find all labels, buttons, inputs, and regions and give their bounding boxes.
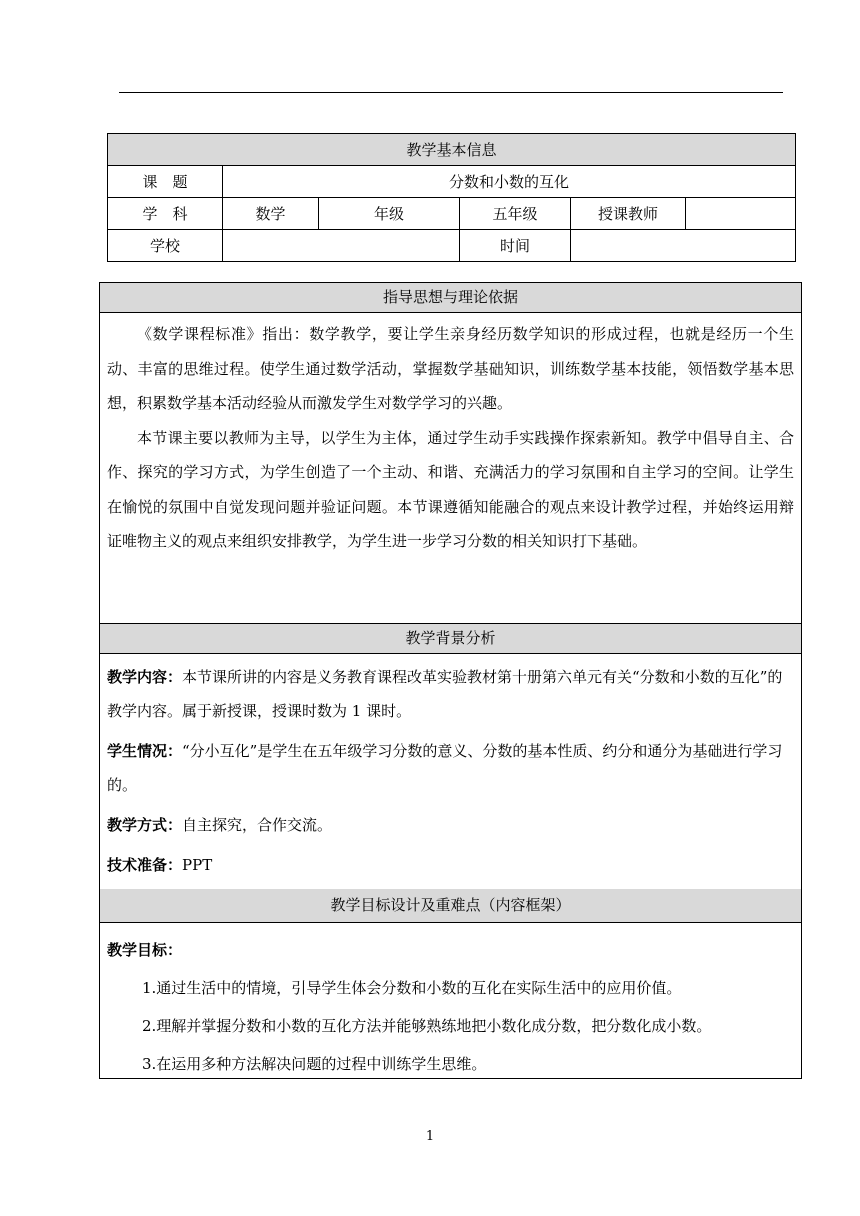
grade-value: 五年级 [460,198,571,230]
students-label: 学生情况： [107,742,183,760]
background-title: 教学背景分析 [100,624,801,654]
objective-2: 2.理解并掌握分数和小数的互化方法并能够熟练地把小数化成分数，把分数化成小数。 [142,1017,712,1035]
school-value [223,230,460,262]
time-label: 时间 [460,230,571,262]
objective-1: 1.通过生活中的情境，引导学生体会分数和小数的互化在实际生活中的应用价值。 [142,979,682,997]
method-label: 教学方式： [107,816,183,834]
content-label: 教学内容： [107,668,183,686]
guidance-paragraph-1: 《数学课程标准》指出：数学教学，要让学生亲身经历数学知识的形成过程，也就是经历一个生动、丰富的思维过程。使学生通过数学活动，掌握数学基础知识，训练数学基本技能，领悟数学基本思想，积累数学基本活动经验从而激发学生对数学学习的兴趣。 [107,325,794,412]
guidance-title: 指导思想与理论依据 [100,283,801,313]
guidance-paragraph-2: 本节课主要以教师为主导，以学生为主体，通过学生动手实践操作探索新知。教学中倡导自主、合作、探究的学习方式，为学生创造了一个主动、和谐、充满活力的学习氛围和自主学习的空间。让学生在愉悦的氛围中自觉发现问题并验证问题。本节课遵循知能融合的观点来设计教学过程，并始终运用辩证唯物主义的观点来组织安排教学，为学生进一步学习分数的相关知识打下基础。 [107,428,794,550]
objective-3: 3.在运用多种方法解决问题的过程中训练学生思维。 [142,1055,487,1073]
subject-value: 数学 [223,198,319,230]
guidance-section [99,282,802,624]
objectives-title: 教学目标设计及重难点（内容框架） [100,889,801,923]
content-text: 本节课所讲的内容是义务教育课程改革实验教材第十册第六单元有关“分数和小数的互化”的教学内容。属于新授课，授课时数为 1 课时。 [107,668,783,720]
teacher-label: 授课教师 [571,198,686,230]
teacher-value [686,198,796,230]
background-item-tech [107,848,794,882]
background-item-method [107,808,794,842]
school-label: 学校 [108,230,223,262]
background-section [99,624,802,891]
objectives-section [99,889,802,1079]
tech-text: PPT [182,856,213,874]
background-item-content [107,660,794,728]
topic-label: 课 题 [108,166,223,198]
time-value [571,230,796,262]
header-rule [119,92,783,93]
grade-label: 年级 [319,198,460,230]
objectives-heading: 教学目标： [107,941,183,959]
background-item-students [107,734,794,802]
guidance-body [100,313,801,623]
subject-label: 学 科 [108,198,223,230]
tech-label: 技术准备： [107,856,183,874]
objectives-body [100,923,801,1078]
basic-info-table [107,133,796,262]
basic-info-title: 教学基本信息 [108,134,796,166]
method-text: 自主探究，合作交流。 [182,816,333,834]
students-text: “分小互化”是学生在五年级学习分数的意义、分数的基本性质、约分和通分为基础进行学习的。 [107,742,783,794]
topic-value: 分数和小数的互化 [223,166,796,198]
page-number: 1 [425,1129,435,1144]
background-body [100,654,801,890]
